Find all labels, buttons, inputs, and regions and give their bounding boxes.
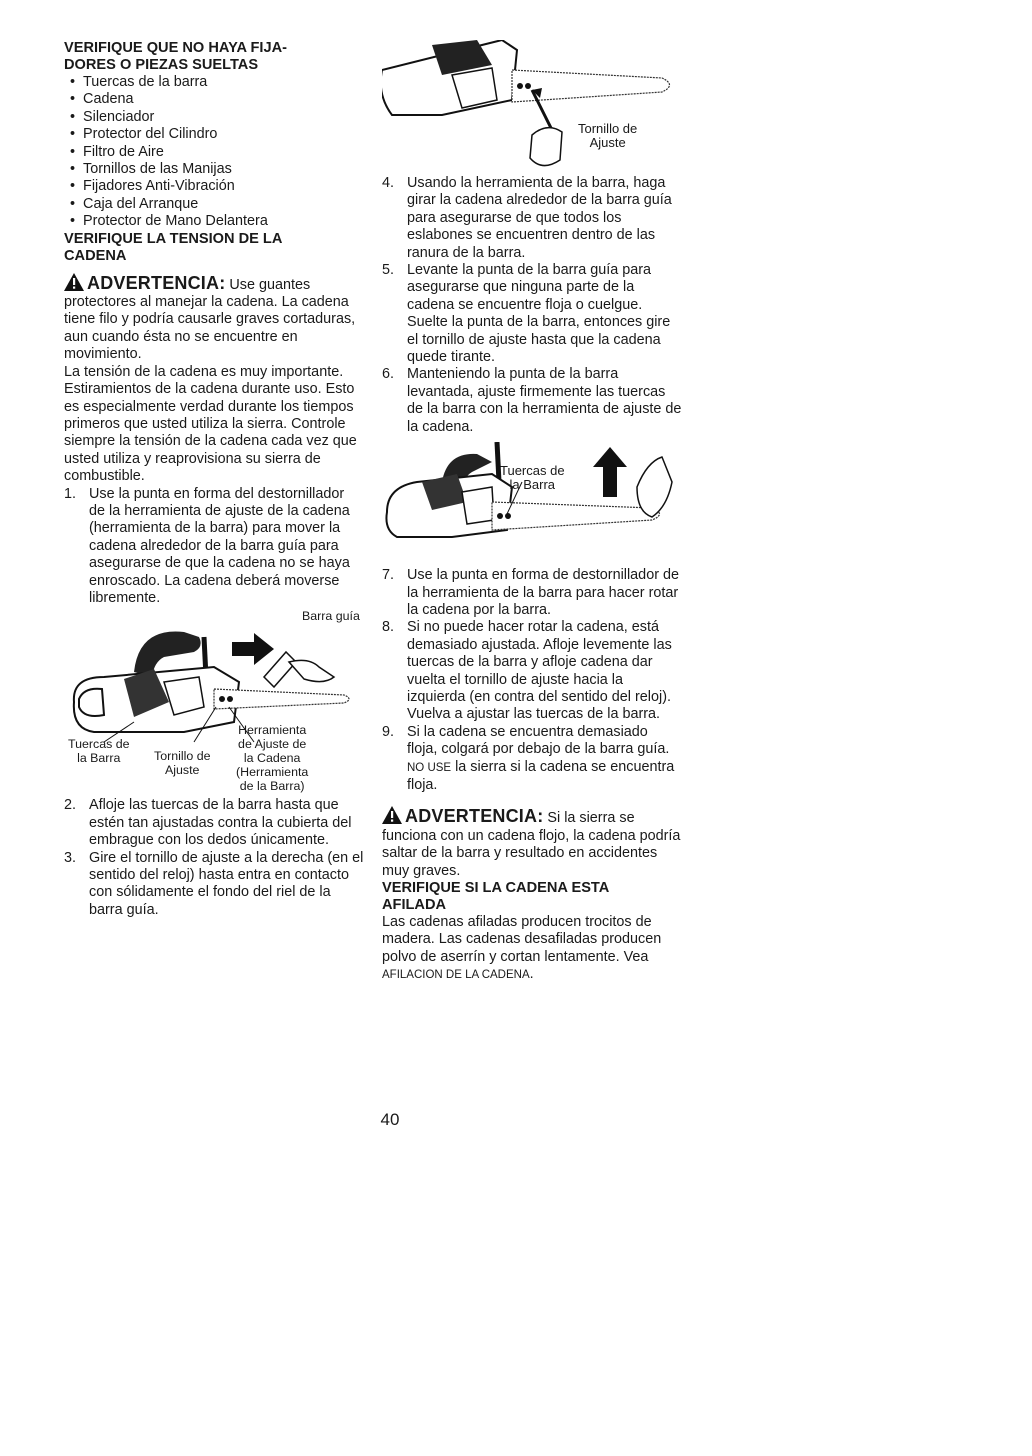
label-herramienta: Herramienta de Ajuste de la Cadena (Herramienta de la Barra)	[236, 723, 309, 794]
step-number: 1.	[64, 485, 77, 502]
steps-list-left-2	[64, 797, 364, 919]
label-tornillo-ajuste: Tornillo de Ajuste	[154, 749, 211, 778]
sharpness-paragraph	[382, 914, 682, 985]
step-text: Si no puede hacer rotar la cadena, está demasiado ajustada. Afloje levemente las tuercas de la barra y afloje cadena dar vuelta el tornillo de ajuste hacia la izquierda (en contra del sentido del reloj). Vuelva a ajustar las tuercas de la barra.	[407, 619, 672, 723]
step-number: 8.	[382, 619, 395, 636]
label-tuercas-barra: Tuercas de la Barra	[68, 737, 130, 766]
steps-list-left	[64, 486, 364, 608]
step-item	[382, 366, 682, 436]
step9-text-a: Si la cadena se encuentra demasiado floja, colgará por debajo de la barra guía.	[407, 723, 670, 758]
step-number: 2.	[64, 797, 77, 814]
list-item: • Protector del Cilindro	[70, 126, 364, 143]
heading-sharpness: VERIFIQUE SI LA CADENA ESTA AFILADA	[382, 880, 610, 913]
chainsaw-bar-nuts-illustration-icon	[382, 442, 682, 567]
sharpness-text-c: .	[529, 966, 534, 983]
chainsaw-adjust-illustration-icon	[382, 40, 682, 175]
step-number: 6.	[382, 366, 395, 383]
steps-list-right-2	[382, 567, 682, 794]
list-item: • Fijadores Anti-Vibración	[70, 178, 364, 195]
step-item	[382, 567, 682, 619]
step-item	[382, 724, 682, 795]
list-item: • Caja del Arranque	[70, 196, 364, 213]
steps-list-right	[382, 175, 682, 436]
warning-label: ADVERTENCIA:	[87, 272, 226, 293]
list-item: • Silenciador	[70, 109, 364, 126]
list-item: • Tuercas de la barra	[70, 74, 364, 91]
warning-text: Use guantes protectores al manejar la cadena. La cadena tiene filo y podría causarle graves cortaduras, aun cuando ésta no se encuentre en movimiento.	[64, 276, 356, 363]
label-tuercas-barra-right: Tuercas de la Barra	[500, 463, 565, 493]
heading-loose-parts: VERIFIQUE QUE NO HAYA FIJA- DORES O PIEZAS SUELTAS	[64, 40, 288, 73]
chainsaw-figure-adjust-screw	[382, 40, 682, 175]
chainsaw-illustration-icon	[64, 607, 364, 797]
list-item: • Tornillos de las Manijas	[70, 161, 364, 178]
step-item	[382, 175, 682, 262]
step-text: Afloje las tuercas de la barra hasta que estén tan ajustadas contra la cubierta del embrague con los dedos únicamente.	[89, 797, 352, 849]
step9-no-use: NO USE	[407, 761, 452, 774]
step-text: Levante la punta de la barra guía para asegurarse que ninguna parte de la cadena se encuentre floja o cuelgue. Suelte la punta de la barra, entonces gire el tornillo de ajuste hasta que la cadena quede tirante.	[407, 262, 671, 366]
step-item	[64, 850, 364, 920]
warning-triangle-icon	[382, 806, 402, 824]
list-item: • Filtro de Aire	[70, 144, 364, 161]
list-item: • Protector de Mano Delantera	[70, 213, 364, 230]
step9-text-c: la sierra si la cadena se encuentra floja.	[407, 758, 675, 793]
warning-label: ADVERTENCIA:	[405, 806, 544, 827]
warning-paragraph-right	[382, 806, 682, 880]
step-item	[64, 486, 364, 608]
label-tornillo-ajuste-top: Tornillo de Ajuste	[578, 121, 638, 150]
right-column	[382, 40, 682, 985]
sharpness-ref: AFILACION DE LA CADENA	[382, 969, 530, 982]
step-text: Usando la herramienta de la barra, haga girar la cadena alrededor de la barra guía para asegurarse de que todos los eslabones se encuentren dentro de las ranura de la barra.	[407, 175, 672, 261]
step-item	[64, 797, 364, 849]
chainsaw-figure-bar-nuts	[382, 442, 682, 567]
step-number: 4.	[382, 175, 395, 191]
step-number: 5.	[382, 262, 395, 279]
step-text: Manteniendo la punta de la barra levantada, ajuste firmemente las tuercas de la barra con la herramienta de ajuste de la cadena.	[407, 366, 682, 435]
label-barra-guia: Barra guía	[302, 609, 360, 624]
page-number: 40	[380, 1110, 400, 1129]
warning-paragraph	[64, 273, 364, 364]
step-number: 3.	[64, 849, 77, 866]
step-item	[382, 619, 682, 723]
list-item: • Cadena	[70, 91, 364, 108]
heading-chain-tension: VERIFIQUE LA TENSION DE LA CADENA	[64, 230, 283, 264]
tension-paragraph: La tensión de la cadena es muy importante. Estiramientos de la cadena durante uso. Esto es especialmente verdad durante los tiempos primeros que usted utiliza la sierra. Controle siempre la tensión de la cadena cada vez que usted utiliza y reaprovisiona su sierra de combustible.	[64, 363, 357, 485]
step-item	[382, 262, 682, 366]
sharpness-text-a: Las cadenas afiladas producen trocitos de madera. Las cadenas desafiladas producen polvo de aserrín y cortan lentamente. Vea	[382, 914, 662, 965]
step-text: Use la punta en forma del destornillador de la herramienta de ajuste de la cadena (herramienta de la barra) para mover la cadena alrededor de la barra guía para asegurarse de que la cadena no se haya enroscado. La cadena deberá moverse libremente.	[89, 485, 350, 606]
step-number: 9.	[382, 723, 395, 740]
step-number: 7.	[382, 567, 395, 584]
warning-triangle-icon	[64, 273, 84, 291]
chainsaw-figure-tool	[64, 607, 364, 797]
step-text: Gire el tornillo de ajuste a la derecha (en el sentido del reloj) hasta entra en contacto con sólidamente el fondo del riel de la barra guía.	[89, 849, 364, 918]
step-text	[407, 724, 674, 793]
warning-text: Si la sierra se funciona con un cadena flojo, la cadena podría saltar de la barra y resultado en accidentes muy graves.	[382, 810, 681, 879]
left-column	[64, 40, 364, 919]
loose-parts-list	[64, 74, 364, 231]
step-text: Use la punta en forma de destornillador de la herramienta de la barra para hacer rotar la cadena por la barra.	[407, 567, 679, 618]
